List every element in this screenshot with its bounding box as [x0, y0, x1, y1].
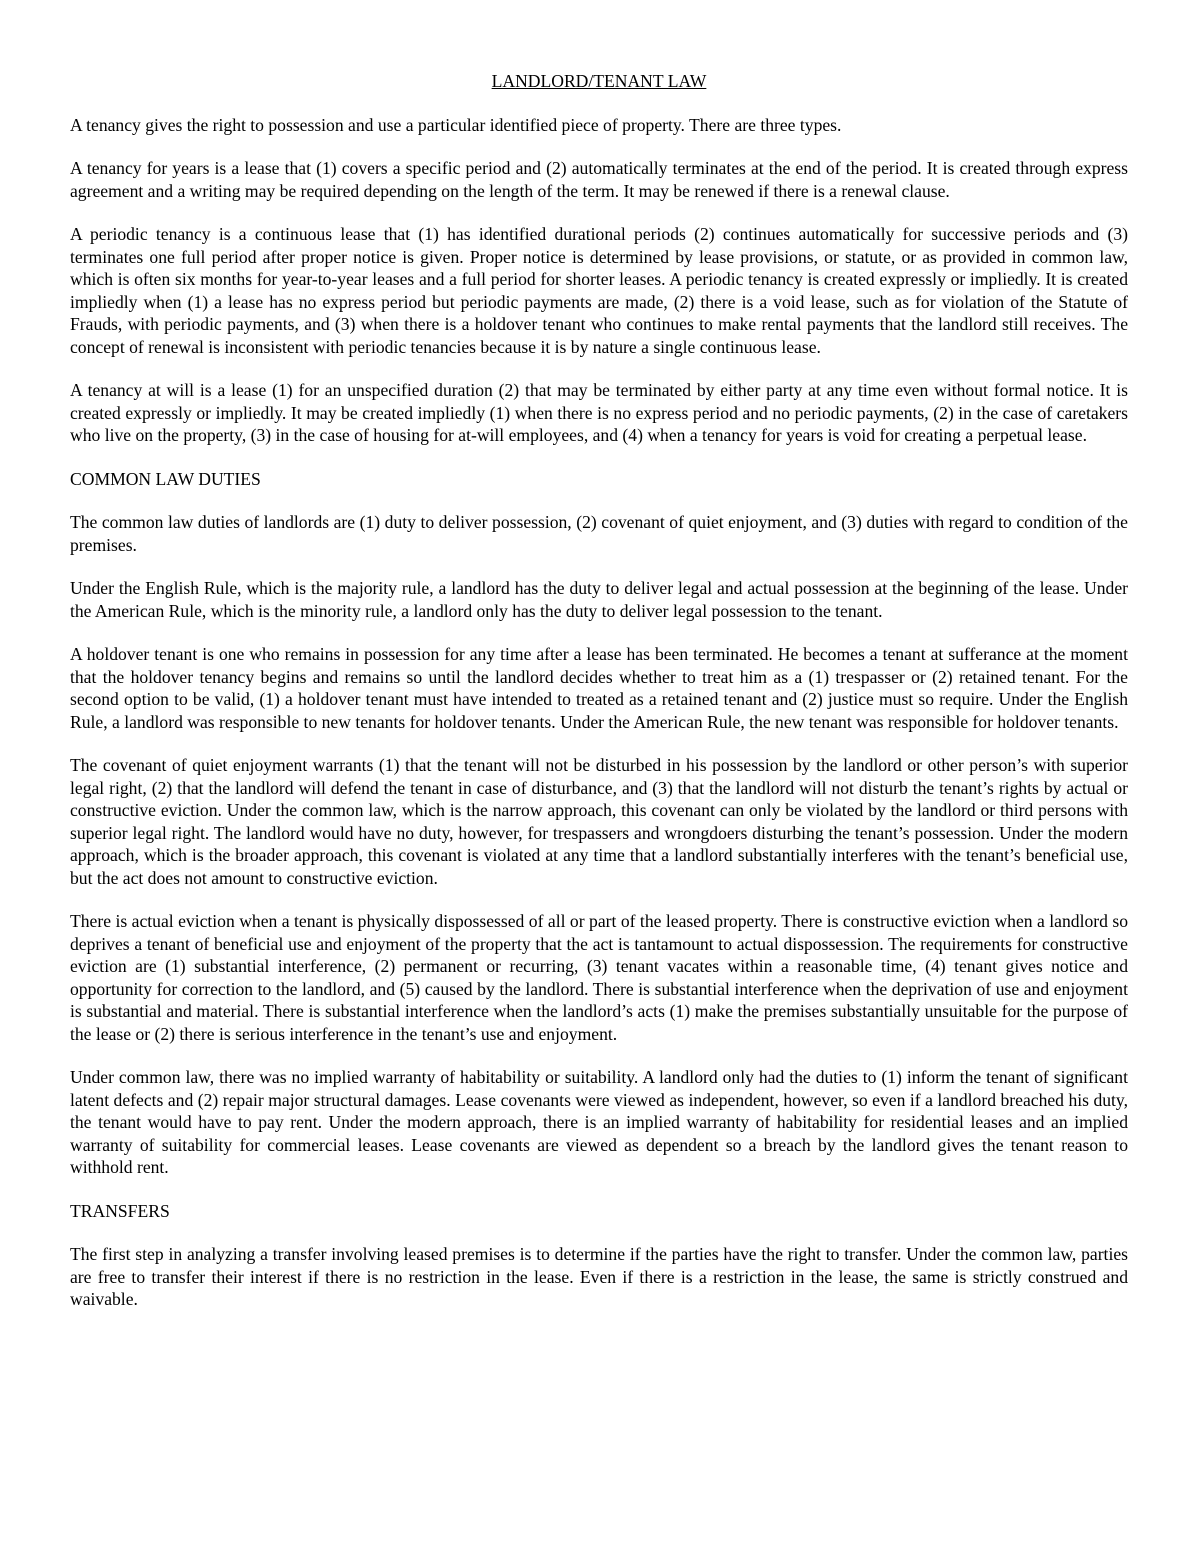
- paragraph-tenancy-at-will: A tenancy at will is a lease (1) for an unspecified duration (2) that may be terminated by either party at any time even without formal notice. It is created expressly or impliedly. It may be created impliedly (1) when there is no express period and no periodic payments, (2) in the case of caretakers who live on the property, (3) in the case of housing for at-will employees, and (4) when a tenancy for years is void for creating a perpetual lease.: [70, 380, 1128, 445]
- paragraph-holdover-tenant: A holdover tenant is one who remains in possession for any time after a lease has been terminated. He becomes a tenant at sufferance at the moment that the holdover tenancy begins and remains so until the landlord decides whether to treat him as a (1) trespasser or (2) retained tenant. For the second option to be valid, (1) a holdover tenant must have intended to treated as a retained tenant and (2) justice must so require. Under the English Rule, a landlord was responsible to new tenants for holdover tenants. Under the American Rule, the new tenant was responsible for holdover tenants.: [70, 644, 1128, 732]
- paragraph-landlord-duties: The common law duties of landlords are (1) duty to deliver possession, (2) covenant of quiet enjoyment, and (3) duties with regard to condition of the premises.: [70, 512, 1128, 555]
- paragraph-quiet-enjoyment: The covenant of quiet enjoyment warrants (1) that the tenant will not be disturbed in his possession by the landlord or other person’s with superior legal right, (2) that the landlord will defend the tenant in case of disturbance, and (3) that the landlord will not disturb the tenant’s rights by actual or constructive eviction. Under the common law, which is the narrow approach, this covenant can only be violated by the landlord or third persons with superior legal right. The landlord would have no duty, however, for trespassers and wrongdoers disturbing the tenant’s possession. Under the modern approach, which is the broader approach, this covenant is violated at any time that a landlord substantially interferes with the tenant’s beneficial use, but the act does not amount to constructive eviction.: [70, 755, 1128, 888]
- paragraph-english-american-rule: Under the English Rule, which is the majority rule, a landlord has the duty to deliver legal and actual possession at the beginning of the lease. Under the American Rule, which is the minority rule, a landlord only has the duty to deliver legal possession to the tenant.: [70, 578, 1128, 621]
- paragraph-periodic-tenancy: A periodic tenancy is a continuous lease that (1) has identified durational periods (2) continues automatically for successive periods and (3) terminates one full period after proper notice is given. Proper notice is determined by lease provisions, or statute, or as provided in common law, which is often six months for year-to-year leases and a full period for shorter leases. A periodic tenancy is created expressly or impliedly. It is created impliedly when (1) a lease has no express period but periodic payments are made, (2) there is a void lease, such as for violation of the Statute of Frauds, with periodic payments, and (3) when there is a holdover tenant who continues to make rental payments that the landlord still receives. The concept of renewal is inconsistent with periodic tenancies because it is by nature a single continuous lease.: [70, 224, 1128, 357]
- paragraph-habitability: Under common law, there was no implied warranty of habitability or suitability. A landlord only had the duties to (1) inform the tenant of significant latent defects and (2) repair major structural damages. Lease covenants were viewed as independent, however, so even if a landlord breached his duty, the tenant would have to pay rent. Under the modern approach, there is an implied warranty of habitability for residential leases and an implied warranty of suitability for commercial leases. Lease covenants are viewed as dependent so a breach by the landlord gives the tenant reason to withhold rent.: [70, 1067, 1128, 1177]
- paragraph-transfers: The first step in analyzing a transfer involving leased premises is to determine if the parties have the right to transfer. Under the common law, parties are free to transfer their interest if there is no restriction in the lease. Even if there is a restriction in the lease, the same is strictly construed and waivable.: [70, 1244, 1128, 1309]
- section-heading-common-law-duties: COMMON LAW DUTIES: [70, 468, 261, 489]
- section-heading-transfers: TRANSFERS: [70, 1200, 170, 1221]
- paragraph-tenancy-intro: A tenancy gives the right to possession and use a particular identified piece of property. There are three types.: [70, 114, 842, 135]
- document-page: [70, 70, 1128, 1332]
- paragraph-eviction: There is actual eviction when a tenant is physically dispossessed of all or part of the leased property. There is constructive eviction when a landlord so deprives a tenant of beneficial use and enjoyment of the property that the act is tantamount to actual dispossession. The requirements for constructive eviction are (1) substantial interference, (2) permanent or recurring, (3) tenant vacates within a reasonable time, (4) tenant gives notice and opportunity for correction to the landlord, and (5) caused by the landlord. There is substantial interference when the deprivation of use and enjoyment is substantial and material. There is substantial interference when the landlord’s acts (1) make the premises substantially unsuitable for the purpose of the lease or (2) there is serious interference in the tenant’s use and enjoyment.: [70, 911, 1128, 1044]
- paragraph-tenancy-for-years: A tenancy for years is a lease that (1) covers a specific period and (2) automatically terminates at the end of the period. It is created through express agreement and a writing may be required depending on the length of the term. It may be renewed if there is a renewal clause.: [70, 158, 1128, 201]
- document-title: LANDLORD/TENANT LAW: [491, 71, 707, 91]
